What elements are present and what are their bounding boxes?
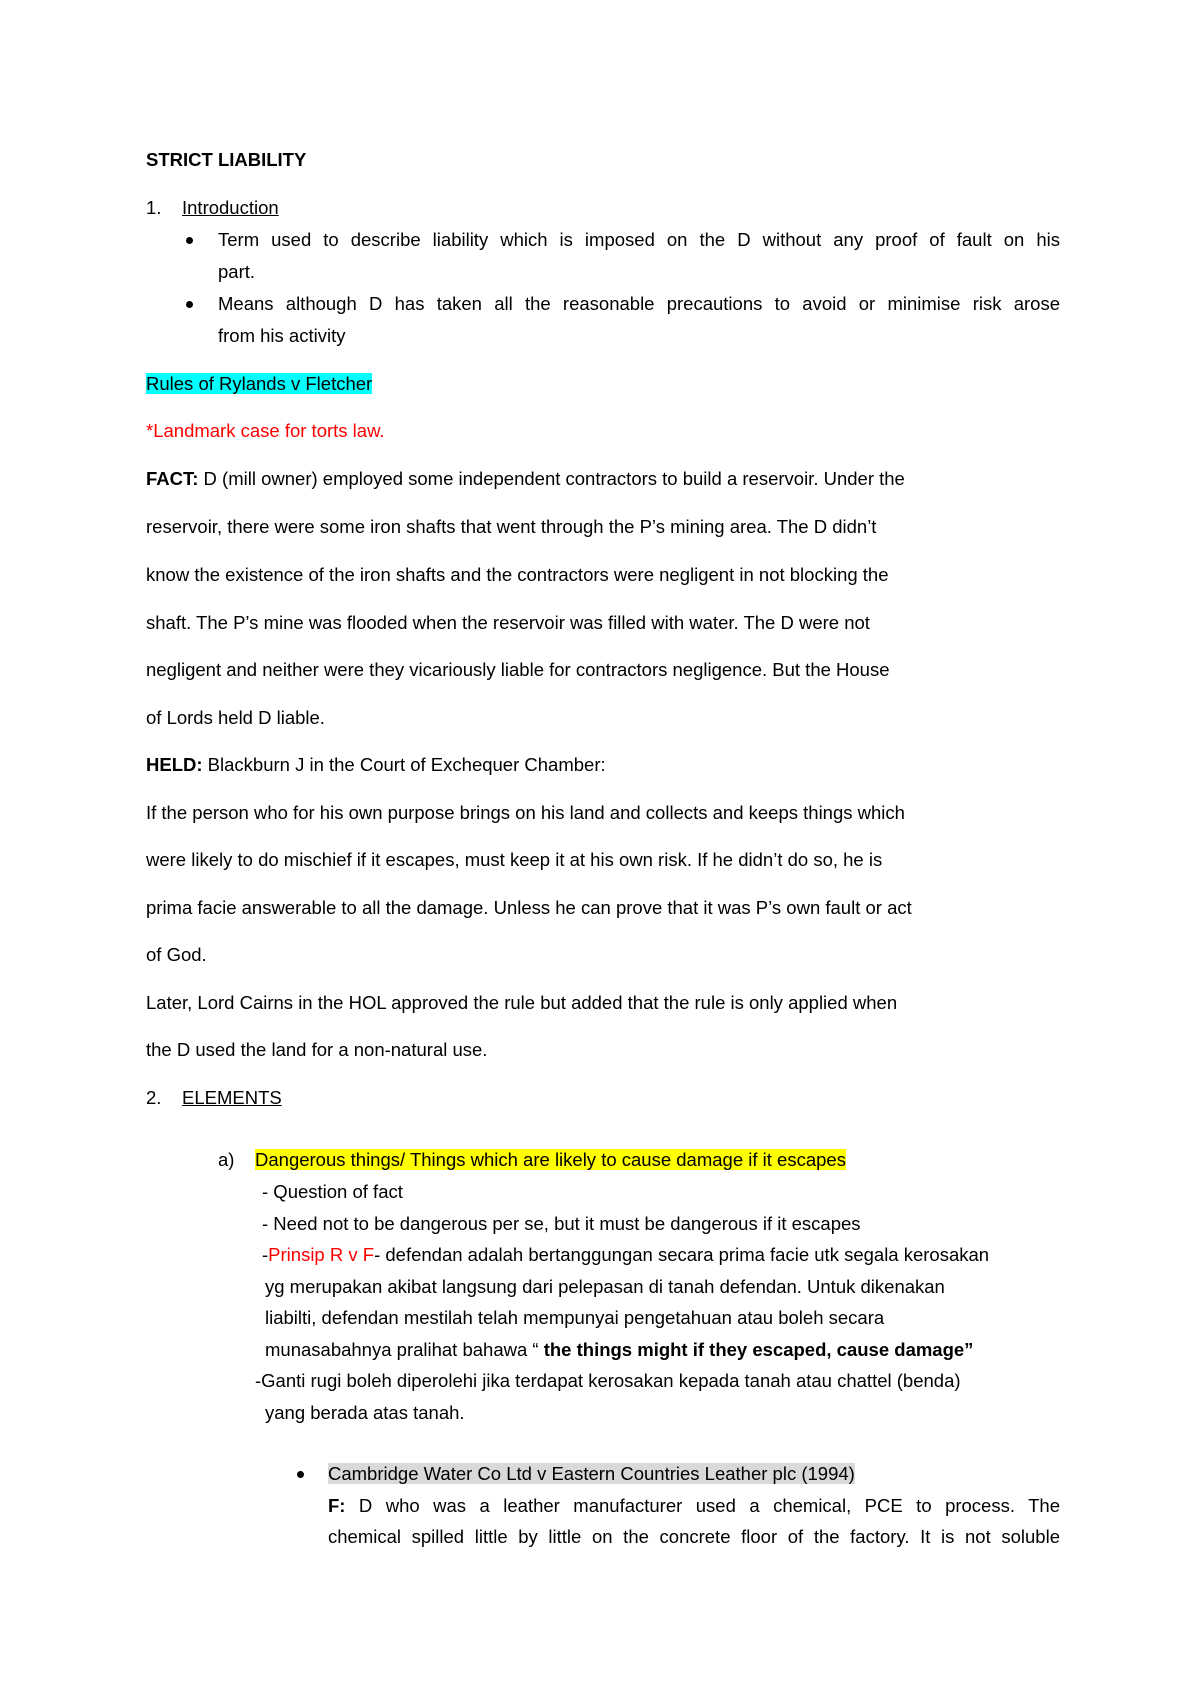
bullet-icon [297,1471,304,1478]
prinsip-line-3: liabilti, defendan mestilah telah mempunyai pengetahuan atau boleh secara [265,1307,885,1328]
section-2-number: 2. [146,1087,162,1108]
fact-line-2: reservoir, there were some iron shafts that went through the P’s mining area. The D didn’t [146,516,877,537]
fact-label: FACT: [146,468,199,489]
ganti-line-2: yang berada atas tanah. [265,1402,465,1423]
ganti-line-1: -Ganti rugi boleh diperolehi jika terdapat kerosakan kepada tanah atau chattel (benda) [255,1370,961,1391]
held-label: HELD: [146,754,203,775]
case-fact-line-2: chemical spilled little by little on the concrete floor of the factory. It is not soluble [328,1526,1060,1547]
prinsip-text-1: - defendan adalah bertanggungan secara prima facie utk segala kerosakan [374,1244,990,1265]
fact-text-1: D (mill owner) employed some independent contractors to build a reservoir. Under the [198,468,905,489]
prinsip-text-4: munasabahnya pralihat bahawa “ [265,1339,544,1360]
prinsip-line-4 [265,1338,973,1362]
rylands-heading: Rules of Rylands v Fletcher [146,373,373,394]
case-fact-line-1 [328,1494,1060,1518]
prinsip-label: Prinsip R v F [268,1244,375,1265]
intro-bullet-2-line-1: Means although D has taken all the reasonable precautions to avoid or minimise risk arose [218,293,1060,314]
bullet-icon [186,237,193,244]
section-1-heading: Introduction [182,197,279,218]
fact-line-4: shaft. The P’s mine was flooded when the reservoir was filled with water. The D were not [146,612,870,633]
cairns-line-2: the D used the land for a non-natural use. [146,1039,488,1060]
element-a-heading: Dangerous things/ Things which are likely to cause damage if it escapes [255,1149,846,1170]
intro-bullet-1-line-1: Term used to describe liability which is imposed on the D without any proof of fault on his [218,229,1060,250]
rule-line-3: prima facie answerable to all the damage. Unless he can prove that it was P’s own fault or act [146,897,912,918]
held-line [146,753,606,777]
section-1-number: 1. [146,197,162,218]
intro-bullet-2-line-2: from his activity [218,325,346,346]
prinsip-quote: the things might if they escaped, cause damage” [543,1339,974,1360]
fact-line-1 [146,467,905,491]
rule-line-4: of God. [146,944,207,965]
prinsip-line-2: yg merupakan akibat langsung dari pelepasan di tanah defendan. Untuk dikenakan [265,1276,945,1297]
fact-line-3: know the existence of the iron shafts and the contractors were negligent in not blocking the [146,564,889,585]
case-name: Cambridge Water Co Ltd v Eastern Countries Leather plc (1994) [328,1463,855,1484]
rule-line-2: were likely to do mischief if it escapes, must keep it at his own risk. If he didn’t do so, he is [146,849,883,870]
element-a-point-1: - Question of fact [262,1181,403,1202]
fact-line-5: negligent and neither were they vicariously liable for contractors negligence. But the House [146,659,890,680]
bullet-icon [186,301,193,308]
landmark-note: *Landmark case for torts law. [146,420,385,441]
prinsip-dash: - [262,1244,269,1265]
document-title: STRICT LIABILITY [146,149,307,170]
held-text: Blackburn J in the Court of Exchequer Chamber: [202,754,606,775]
section-2-heading: ELEMENTS [182,1087,282,1108]
rule-line-1: If the person who for his own purpose brings on his land and collects and keeps things which [146,802,905,823]
cairns-line-1: Later, Lord Cairns in the HOL approved the rule but added that the rule is only applied when [146,992,898,1013]
element-a-point-2: - Need not to be dangerous per se, but it must be dangerous if it escapes [262,1213,861,1234]
element-a-marker: a) [218,1149,235,1170]
intro-bullet-1-line-2: part. [218,261,256,282]
case-fact-text-1: D who was a leather manufacturer used a chemical, PCE to process. The [345,1495,1060,1516]
fact-line-6: of Lords held D liable. [146,707,325,728]
case-fact-label: F: [328,1495,346,1516]
prinsip-line-1 [262,1243,989,1267]
